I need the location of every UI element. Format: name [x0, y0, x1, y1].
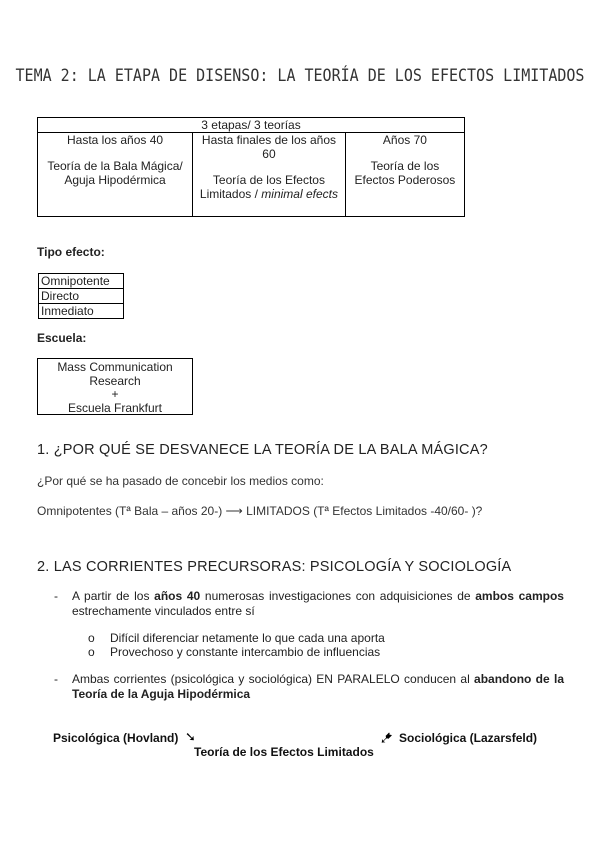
tipo-efecto-item: Directo	[39, 289, 124, 304]
tipo-efecto-table	[38, 273, 124, 319]
etapas-table-header: 3 etapas/ 3 teorías	[38, 118, 465, 133]
tipo-efecto-item: Omnipotente	[39, 274, 124, 289]
etapas-cell-3	[345, 133, 464, 217]
etapa-period: Hasta finales de los años 60	[201, 133, 336, 161]
sub-item	[88, 631, 385, 645]
etapa-theory-extra: minimal efects	[261, 187, 338, 201]
etapa-theory: Teoría de los Efectos Poderosos	[354, 159, 456, 187]
diagram-right-label: Sociológica (Lazarsfeld)	[399, 731, 538, 745]
sub-item-text: Difícil diferenciar netamente lo que cada una aporta	[110, 631, 385, 645]
etapas-cell-2	[193, 133, 346, 217]
etapa-period: Años 70	[382, 133, 427, 147]
bullet-text: A partir de los años 40 numerosas investigaciones con adquisiciones de ambos campos estrechamente vinculados entre sí	[72, 589, 564, 618]
section1-heading: 1. ¿POR QUÉ SE DESVANECE LA TEORÍA DE LA BALA MÁGICA?	[37, 442, 488, 458]
page-title: TEMA 2: LA ETAPA DE DISENSO: LA TEORÍA DE LOS EFECTOS LIMITADOS	[15, 64, 585, 86]
sub-item	[88, 645, 380, 659]
escuela-label: Escuela:	[37, 331, 87, 345]
diagram-center-label: Teoría de los Efectos Limitados	[194, 745, 374, 759]
escuela-box	[37, 358, 193, 415]
bullet-dash: -	[54, 589, 58, 603]
escuela-line: +	[111, 387, 119, 401]
arrow-down-right-icon: ➘	[185, 729, 196, 744]
sub-item-text: Provechoso y constante intercambio de influencias	[110, 645, 381, 659]
escuela-line: Escuela Frankfurt	[67, 400, 163, 415]
etapa-theory: Teoría de la Bala Mágica/ Aguja Hipodérmica	[47, 159, 183, 187]
sub-bullet-marker: o	[88, 645, 95, 659]
diagram-left-label: Psicológica (Hovland)	[53, 731, 179, 745]
etapas-table	[37, 117, 465, 217]
escuela-line: Mass Communication Research	[57, 360, 173, 388]
section1-question: ¿Por qué se ha pasado de concebir los medios como:	[37, 474, 324, 488]
bullet-dash: -	[54, 672, 58, 686]
tipo-efecto-label: Tipo efecto:	[37, 245, 105, 259]
section2-heading: 2. LAS CORRIENTES PRECURSORAS: PSICOLOGÍA Y SOCIOLOGÍA	[37, 559, 512, 575]
etapa-period: Hasta los años 40	[67, 133, 164, 147]
sub-bullet-marker: o	[88, 631, 95, 645]
bullet-text: Ambas corrientes (psicológica y sociológica) EN PARALELO conducen al abandono de la Teoría de la Aguja Hipodérmica	[72, 672, 564, 701]
section1-statement: Omnipotentes (Tª Bala – años 20-) ⟶ LIMITADOS (Tª Efectos Limitados -40/60- )?	[37, 504, 483, 518]
etapa-theory: Teoría de los Efectos Limitados /	[199, 173, 325, 201]
etapas-cell-1	[38, 133, 193, 217]
tipo-efecto-item: Inmediato	[39, 304, 124, 319]
arrow-down-left-icon: ➹	[379, 729, 394, 748]
